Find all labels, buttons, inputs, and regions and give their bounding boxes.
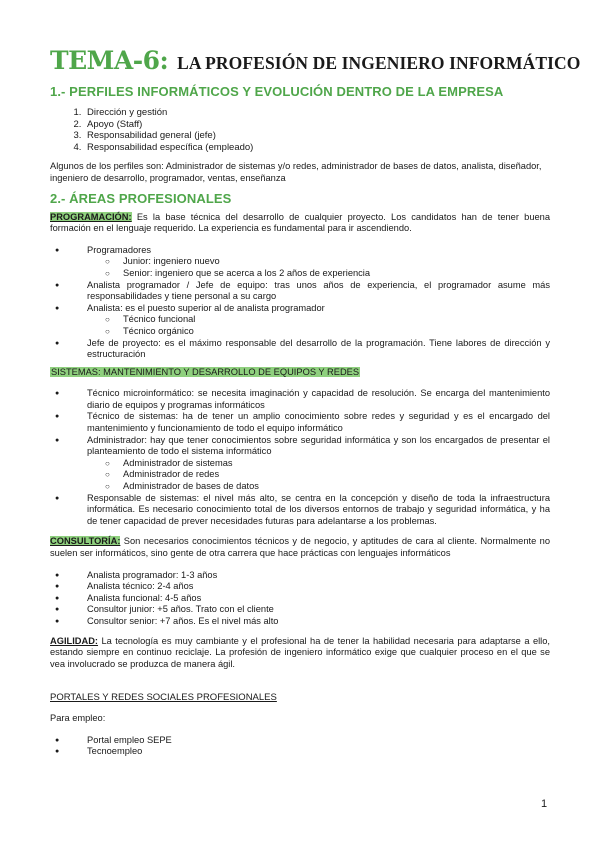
bullet-text: Analista técnico: 2-4 años bbox=[87, 581, 194, 592]
bullet-item bbox=[50, 735, 550, 747]
page-title bbox=[50, 42, 581, 75]
numbered-list-item: 4. Responsabilidad específica (empleado) bbox=[84, 142, 550, 154]
agilidad-text: La tecnología es muy cambiante y el profesional ha de tener la habilidad necesaria para adaptarse a ello, estando siempre en continuo reciclaje. La profesión de ingeniero informático exige que cualquier proceso en el que se vea involucrado se produzca de manera ágil. bbox=[50, 635, 550, 669]
bullet-item bbox=[50, 245, 550, 280]
sub-bullet-item: ○ Senior: ingeniero que se acerca a los 2 años de experiencia bbox=[87, 268, 550, 280]
bullet-text: Analista funcional: 4-5 años bbox=[87, 592, 202, 603]
section2-heading: 2.- ÁREAS PROFESIONALES bbox=[50, 190, 232, 206]
consultoria-list bbox=[50, 570, 550, 628]
sistemas-list bbox=[50, 388, 550, 527]
numbered-list-item: 1. Dirección y gestión bbox=[84, 107, 550, 119]
section1-list bbox=[50, 107, 550, 153]
sistemas-label: SISTEMAS: MANTENIMIENTO Y DESARROLLO DE EQUIPOS Y REDES bbox=[51, 366, 360, 377]
bullet-item bbox=[50, 604, 550, 616]
bullet-text: Administrador: hay que tener conocimientos sobre seguridad informática y son los encargados de presentar el planteamiento de todo el sistema informático bbox=[87, 434, 550, 457]
bullet-text: Programadores bbox=[87, 244, 152, 255]
portales-heading: PORTALES Y REDES SOCIALES PROFESIONALES bbox=[50, 692, 277, 704]
bullet-text: Responsable de sistemas: el nivel más alto, se centra en la concepción y diseño de toda la infraestructura informática. Es necesario conocimiento total de los diversos entornos de trabajo y seguridad informática, y ha de tener capacidad de prever necesidades futuras para adelantarse a los problemas. bbox=[87, 492, 550, 526]
agilidad-label: AGILIDAD: bbox=[50, 635, 99, 646]
bullet-item bbox=[50, 411, 550, 434]
bullet-item bbox=[50, 435, 550, 493]
bullet-item bbox=[50, 746, 550, 758]
sub-list bbox=[87, 314, 550, 337]
bullet-text: Analista programador / Jefe de equipo: tras unos años de experiencia, el programador asume más responsabilidades y tiene personal a su cargo bbox=[87, 279, 550, 302]
bullet-text: Consultor senior: +7 años. Es el nivel más alto bbox=[87, 615, 279, 626]
bullet-text: Técnico de sistemas: ha de tener un amplio conocimiento sobre redes y seguridad y es el encargado del mantenimiento y funcionamiento de todo el equipo informático bbox=[87, 411, 550, 434]
sub-bullet-item: ○ Administrador de redes bbox=[87, 469, 550, 481]
bullet-text: Analista programador: 1-3 años bbox=[87, 569, 218, 580]
bullet-item bbox=[50, 616, 550, 628]
sub-bullet-item: ○ Junior: ingeniero nuevo bbox=[87, 256, 550, 268]
bullet-item bbox=[50, 280, 550, 303]
programacion-list bbox=[50, 245, 550, 361]
bullet-item bbox=[50, 570, 550, 582]
bullet-item bbox=[50, 493, 550, 528]
bullet-text: Analista: es el puesto superior al de analista programador bbox=[87, 302, 325, 313]
bullet-item bbox=[50, 593, 550, 605]
consultoria-paragraph bbox=[50, 536, 550, 559]
sub-bullet-item: ○ Técnico orgánico bbox=[87, 326, 550, 338]
sub-bullet-item: ○ Técnico funcional bbox=[87, 314, 550, 326]
programacion-label: PROGRAMACIÓN: bbox=[50, 211, 132, 222]
title-main: LA PROFESIÓN DE INGENIERO INFORMÁTICO bbox=[177, 53, 581, 73]
portales-list bbox=[50, 735, 550, 758]
page-number: 1 bbox=[541, 798, 548, 810]
bullet-item bbox=[50, 581, 550, 593]
portales-intro: Para empleo: bbox=[50, 712, 106, 723]
bullet-text: Tecnoempleo bbox=[87, 746, 143, 757]
bullet-item bbox=[50, 303, 550, 338]
page-content bbox=[50, 42, 581, 758]
bullet-text: Consultor junior: +5 años. Trato con el cliente bbox=[87, 604, 274, 615]
bullet-text: Portal empleo SEPE bbox=[87, 734, 172, 745]
sub-bullet-item: ○ Administrador de sistemas bbox=[87, 458, 550, 470]
sub-list bbox=[87, 458, 550, 493]
programacion-paragraph bbox=[50, 212, 550, 235]
sub-bullet-item: ○ Administrador de bases de datos bbox=[87, 481, 550, 493]
bullet-text: Técnico microinformático: se necesita imaginación y capacidad de resolución. Se encarga del mantenimiento diario de equipos y programas informáticos bbox=[87, 388, 550, 410]
numbered-list-item: 3. Responsabilidad general (jefe) bbox=[84, 130, 550, 142]
profiles-paragraph: Algunos de los perfiles son: Administrador de sistemas y/o redes, administrador de bases de datos, analista, diseñador, ingeniero de desarrollo, programador, ventas, enseñanza bbox=[50, 161, 542, 183]
sistemas-paragraph bbox=[50, 367, 550, 379]
sub-list bbox=[87, 256, 550, 279]
section1-heading: 1.- PERFILES INFORMÁTICOS Y EVOLUCIÓN DENTRO DE LA EMPRESA bbox=[50, 84, 504, 99]
bullet-text: Jefe de proyecto: es el máximo responsable del desarrollo de la programación. Tiene labores de dirección y estructuración bbox=[87, 337, 550, 360]
bullet-item bbox=[50, 388, 550, 411]
agilidad-paragraph bbox=[50, 636, 550, 671]
programacion-text: Es la base técnica del desarrollo de cualquier proyecto. Los candidatos han de tener buena formación en el lenguaje requerido. La experiencia es fundamental para ir ascendiendo. bbox=[50, 211, 550, 234]
bullet-item bbox=[50, 338, 550, 361]
title-prefix: TEMA-6: bbox=[50, 46, 169, 75]
consultoria-text: Son necesarios conocimientos técnicos y de negocio, y aptitudes de cara al cliente. Normalmente no suelen ser informáticos, sino gente de otra carrera que hace prácticas con lenguajes informáticos bbox=[50, 536, 550, 558]
consultoria-label: CONSULTORÍA: bbox=[50, 536, 121, 547]
numbered-list-item: 2. Apoyo (Staff) bbox=[84, 119, 550, 131]
